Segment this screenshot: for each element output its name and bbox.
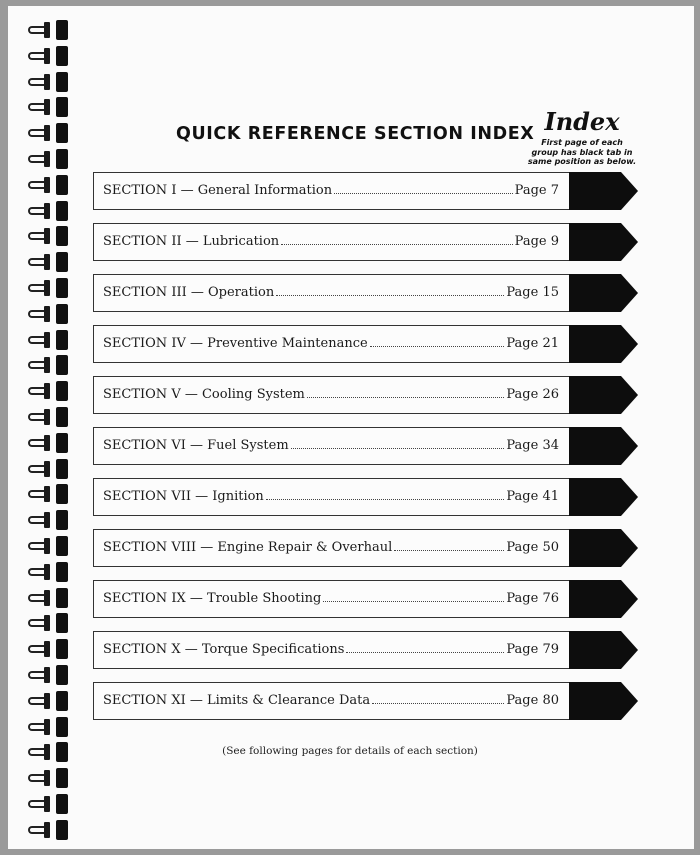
- binding-coil: [28, 46, 68, 66]
- footer-note: (See following pages for details of each section): [222, 745, 478, 757]
- binding-coil: [28, 278, 68, 298]
- section-entry: [103, 284, 559, 302]
- dot-leader: [370, 335, 505, 347]
- binding-coil: [28, 20, 68, 40]
- black-tab-icon: [569, 223, 638, 261]
- section-page: Page 41: [506, 489, 559, 504]
- section-row[interactable]: [93, 580, 638, 618]
- index-note-line: First page of each: [541, 138, 623, 147]
- index-note-line: same position as below.: [527, 157, 637, 166]
- section-page: Page 15: [506, 285, 559, 300]
- dot-leader: [372, 692, 504, 704]
- binding-coil: [28, 226, 68, 246]
- section-entry: [103, 386, 559, 404]
- section-page: Page 7: [514, 183, 559, 198]
- section-entry: [103, 233, 559, 251]
- section-page: Page 34: [506, 438, 559, 453]
- dot-leader: [276, 284, 504, 296]
- black-tab-icon: [569, 172, 638, 210]
- section-page: Page 21: [506, 336, 559, 351]
- section-page: Page 79: [506, 642, 559, 657]
- black-tab-icon: [569, 376, 638, 414]
- binding-coil: [28, 304, 68, 324]
- dot-leader: [334, 182, 513, 194]
- binding-coil: [28, 97, 68, 117]
- index-note-line: group has black tab in: [531, 147, 633, 157]
- section-entry: [103, 539, 559, 557]
- binding-coil: [28, 355, 68, 375]
- section-row[interactable]: [93, 529, 638, 567]
- black-tab-icon: [569, 478, 638, 516]
- dot-leader: [266, 488, 505, 500]
- binding-coil: [28, 330, 68, 350]
- black-tab-icon: [569, 274, 638, 312]
- page-title: QUICK REFERENCE SECTION INDEX: [176, 124, 535, 144]
- section-row[interactable]: [93, 427, 638, 465]
- black-tab-icon: [569, 580, 638, 618]
- binding-coil: [28, 459, 68, 479]
- section-label: SECTION I — General Information: [103, 183, 333, 198]
- black-tab-icon: [569, 427, 638, 465]
- section-entry: [103, 437, 559, 455]
- section-label: SECTION VIII — Engine Repair & Overhaul: [103, 540, 393, 555]
- binding-coil: [28, 588, 68, 608]
- binding-coil: [28, 613, 68, 633]
- section-entry: [103, 335, 559, 353]
- binding-coil: [28, 433, 68, 453]
- section-label: SECTION II — Lubrication: [103, 234, 280, 249]
- dot-leader: [291, 437, 505, 449]
- binding-coil: [28, 691, 68, 711]
- section-label: SECTION XI — Limits & Clearance Data: [103, 693, 371, 708]
- section-label: SECTION III — Operation: [103, 285, 275, 300]
- black-tab-icon: [569, 631, 638, 669]
- binding-coil: [28, 252, 68, 272]
- binding-coil: [28, 639, 68, 659]
- black-tab-icon: [569, 529, 638, 567]
- section-page: Page 50: [506, 540, 559, 555]
- black-tab-icon: [569, 325, 638, 363]
- section-row[interactable]: [93, 376, 638, 414]
- section-page: Page 80: [506, 693, 559, 708]
- section-page: Page 76: [506, 591, 559, 606]
- section-entry: [103, 641, 559, 659]
- section-label: SECTION IX — Trouble Shooting: [103, 591, 322, 606]
- black-tab-icon: [569, 682, 638, 720]
- section-label: SECTION V — Cooling System: [103, 387, 305, 402]
- section-label: SECTION VI — Fuel System: [103, 438, 289, 453]
- section-row[interactable]: [93, 223, 638, 261]
- dot-leader: [394, 539, 504, 551]
- section-entry: [103, 692, 559, 710]
- section-entry: [103, 488, 559, 506]
- binding-coil: [28, 536, 68, 556]
- index-heading: Index: [544, 107, 620, 136]
- dot-leader: [346, 641, 504, 653]
- binding-coil: [28, 381, 68, 401]
- index-legend: [522, 108, 642, 167]
- section-label: SECTION VII — Ignition: [103, 489, 264, 504]
- index-note: [522, 138, 642, 167]
- binding-coil: [28, 72, 68, 92]
- section-row[interactable]: [93, 478, 638, 516]
- dot-leader: [323, 590, 504, 602]
- section-page: Page 26: [506, 387, 559, 402]
- binding-coil: [28, 562, 68, 582]
- binding-coil: [28, 768, 68, 788]
- section-label: SECTION X — Torque Specifications: [103, 642, 345, 657]
- section-row[interactable]: [93, 274, 638, 312]
- dot-leader: [307, 386, 505, 398]
- section-row[interactable]: [93, 325, 638, 363]
- binding-coil: [28, 407, 68, 427]
- binding-coil: [28, 717, 68, 737]
- binding-coil: [28, 820, 68, 840]
- binding-coil: [28, 794, 68, 814]
- section-page: Page 9: [514, 234, 559, 249]
- section-row[interactable]: [93, 682, 638, 720]
- dot-leader: [281, 233, 512, 245]
- binding-coil: [28, 665, 68, 685]
- binding-coil: [28, 175, 68, 195]
- section-entry: [103, 590, 559, 608]
- section-entry: [103, 182, 559, 200]
- section-row[interactable]: [93, 631, 638, 669]
- binding-coil: [28, 201, 68, 221]
- binding-coil: [28, 510, 68, 530]
- spiral-binding: [8, 6, 68, 849]
- section-row[interactable]: [93, 172, 638, 210]
- binding-coil: [28, 123, 68, 143]
- section-label: SECTION IV — Preventive Maintenance: [103, 336, 368, 351]
- binding-coil: [28, 484, 68, 504]
- binding-coil: [28, 149, 68, 169]
